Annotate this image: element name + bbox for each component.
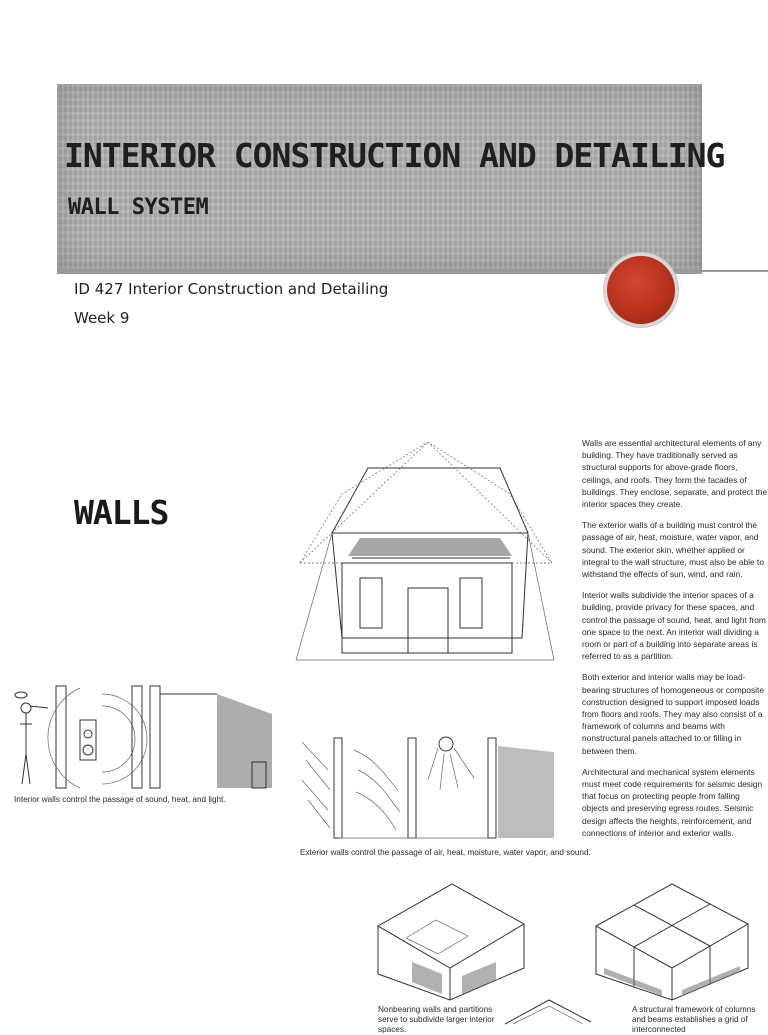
divider-line — [700, 270, 768, 272]
title-banner — [57, 84, 725, 269]
structural-framework-caption: A structural framework of columns and beams establishes a grid of interconnected — [632, 1005, 756, 1034]
course-name: ID 427 Interior Construction and Detailing — [74, 280, 389, 298]
section-heading: WALLS — [74, 493, 169, 532]
paragraph-1: Walls are essential architectural elements of any building. They have traditionally served as structural supports for above-grade floors, ceilings, and roofs. They form the facades of buildings. They enclose, separate, and protect the interior spaces they create. — [582, 438, 768, 510]
interior-walls-illustration — [12, 684, 280, 792]
slide-title: INTERIOR CONSTRUCTION AND DETAILING — [64, 136, 725, 175]
decorative-circle — [607, 256, 675, 324]
slide-subtitle: WALL SYSTEM — [68, 195, 209, 220]
exterior-walls-caption: Exterior walls control the passage of air, heat, moisture, water vapor, and sound. — [300, 848, 591, 857]
paragraph-2: The exterior walls of a building must control the passage of air, heat, moisture, water vapor, and sound. The exterior skin, whether applied or integral to the wall structure, must also be able to withstand the effects of sun, wind, and rain. — [582, 520, 765, 580]
structural-framework-illustration — [592, 876, 752, 1002]
paragraph-4: Both exterior and interior walls may be load-bearing structures of homogeneous or composite construction designed to support imposed loads from floors and roofs. They may also consist of a framework of columns and beams with nonstructural panels attached to or filling in between them. — [582, 672, 765, 756]
nonbearing-partitions-illustration — [376, 876, 526, 1002]
house-illustration — [290, 438, 560, 668]
roof-illustration — [503, 998, 593, 1024]
week-label: Week 9 — [74, 309, 130, 327]
banner-bottom-border — [57, 269, 702, 274]
exterior-walls-illustration — [298, 730, 558, 842]
paragraph-5: Architectural and mechanical system elements must meet code requirements for seismic design that focus on protecting people from falling objects and preserving egress routes. Seismic design affects the heights, reinforcement, and connections of interior and exterior walls. — [582, 766, 763, 838]
walls-description — [582, 437, 768, 848]
paragraph-3: Interior walls subdivide the interior spaces of a building, provide privacy for these spaces, and control the passage of sound, heat, and light from one space to the next. An interior wall dividing a room or part of a building into separate areas is referred to as a partition. — [582, 590, 766, 662]
nonbearing-walls-caption: Nonbearing walls and partitions serve to subdivide larger interior spaces. — [378, 1005, 495, 1034]
interior-walls-caption: Interior walls control the passage of sound, heat, and light. — [14, 795, 226, 804]
